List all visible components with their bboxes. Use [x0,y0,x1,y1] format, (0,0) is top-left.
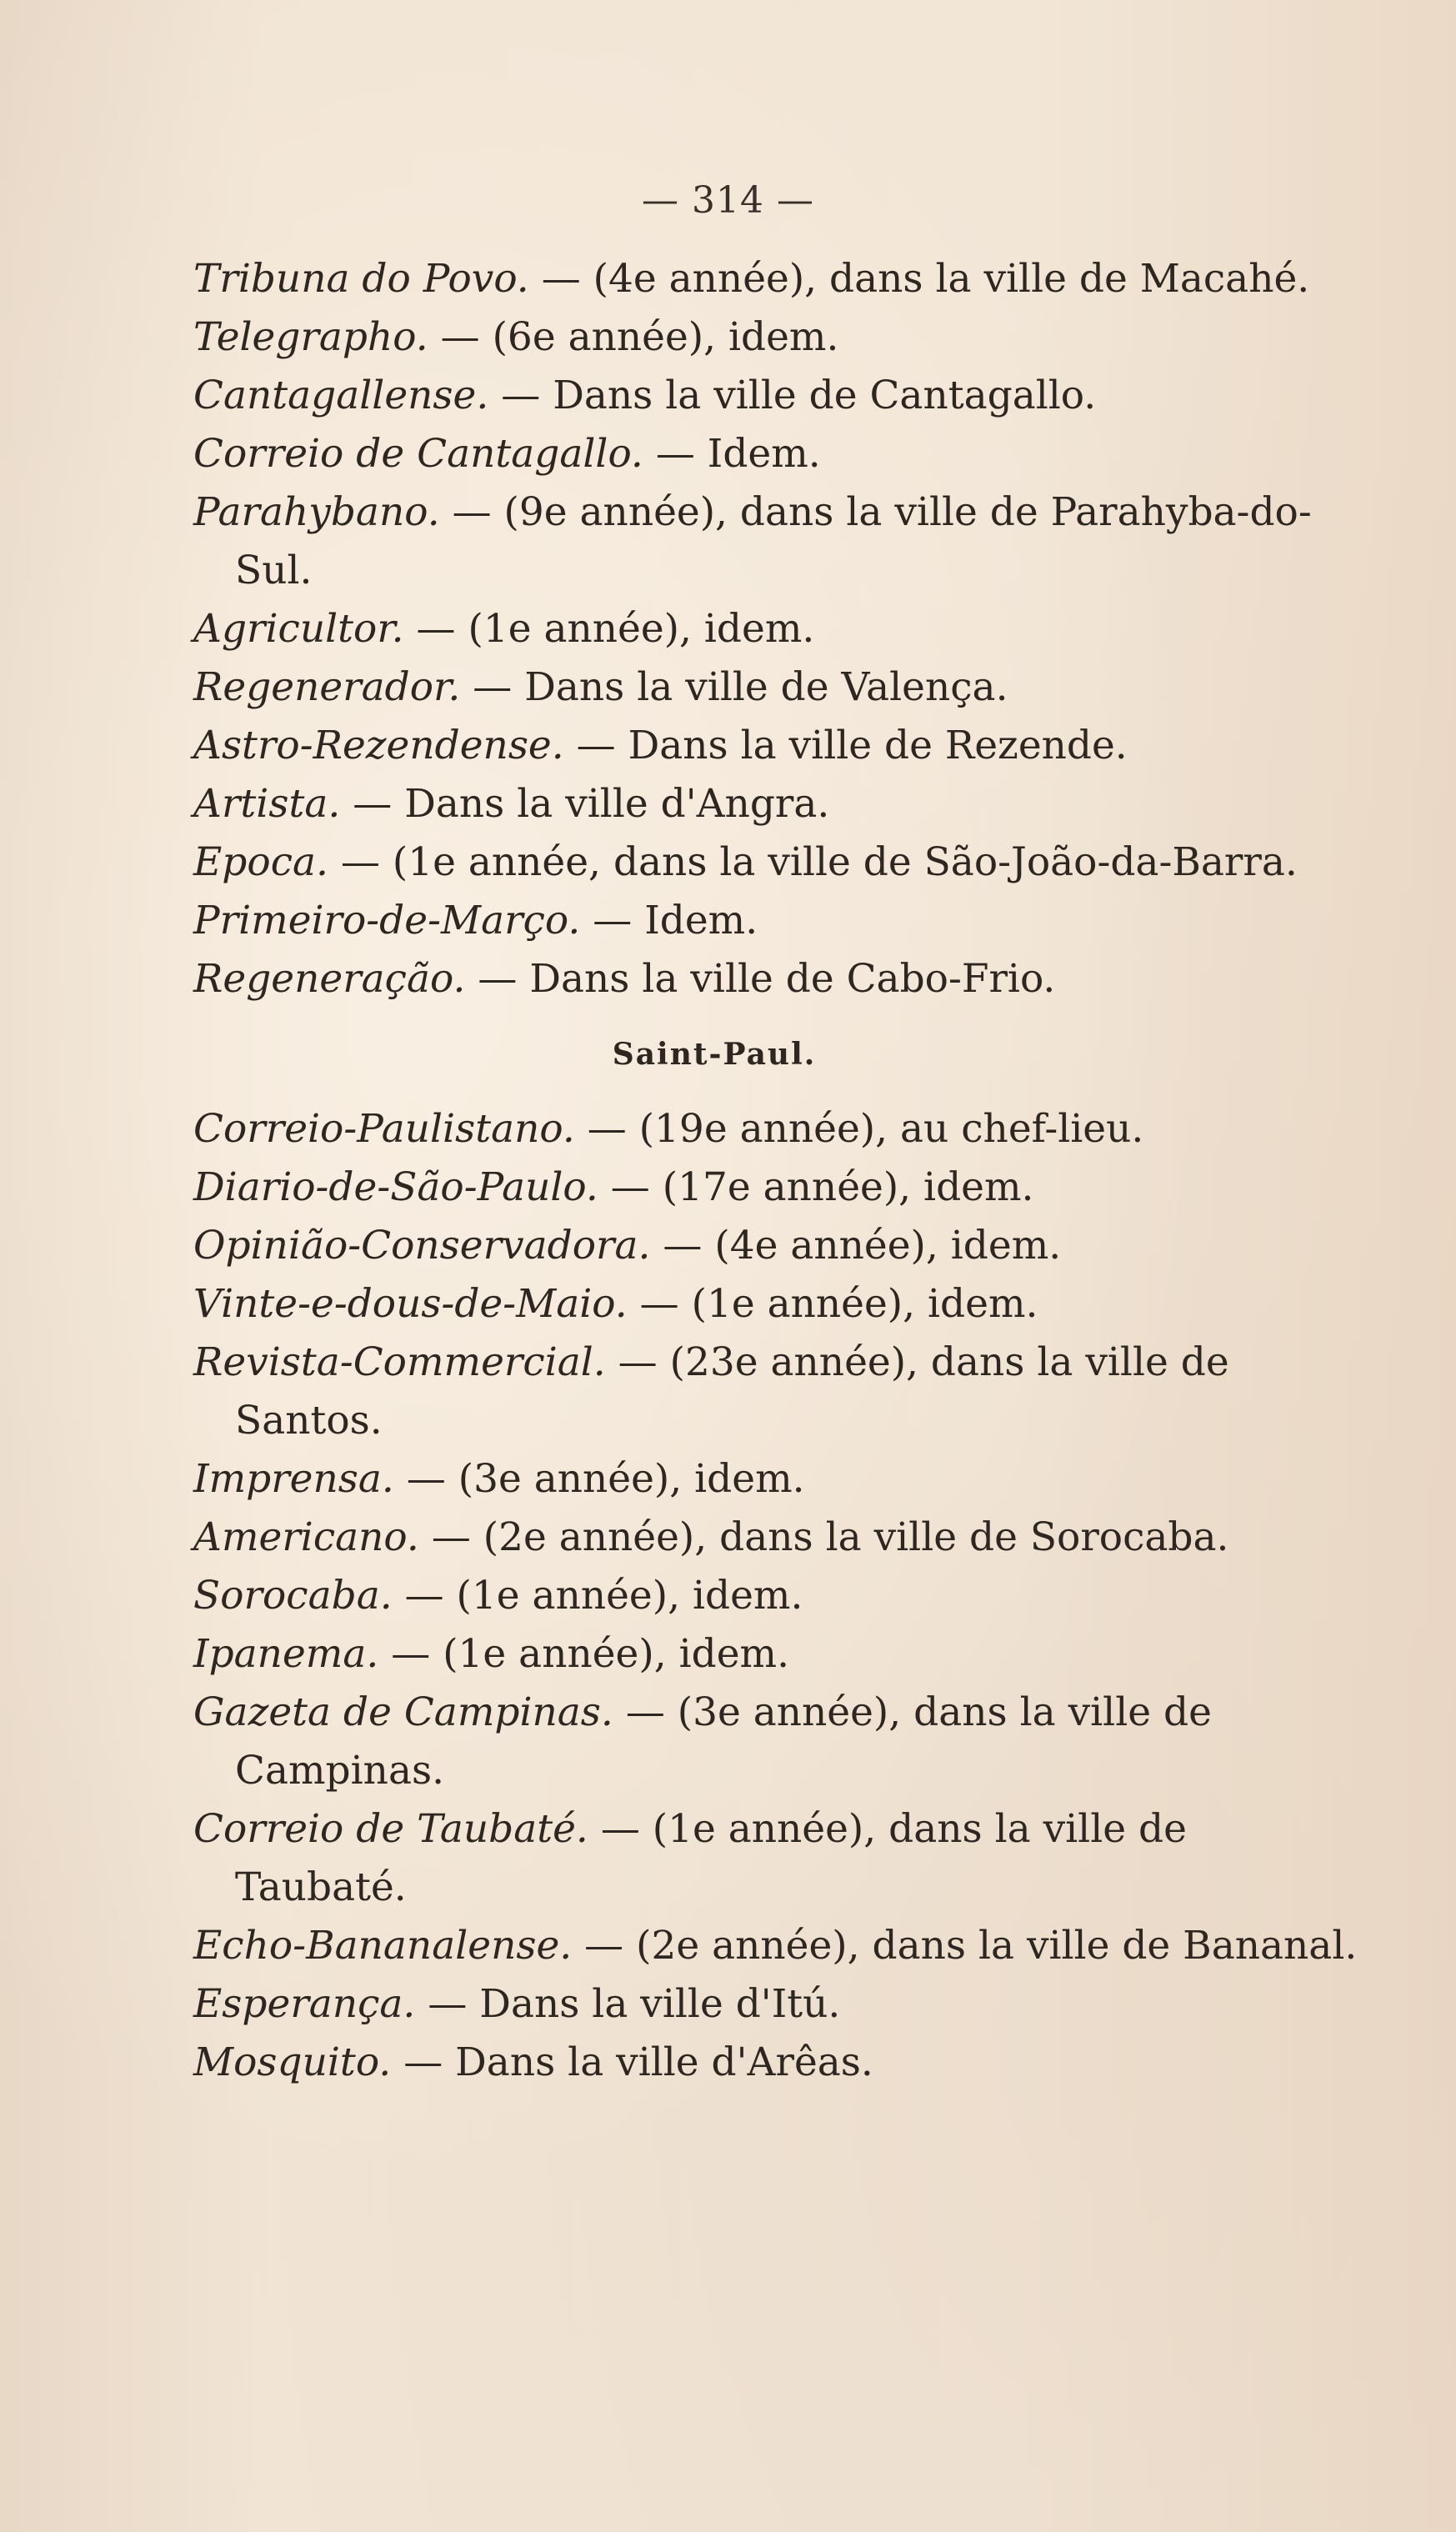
entry-title: Imprensa. [193,1456,394,1502]
entry-info: — (17e année), idem. [610,1164,1034,1210]
list-item [193,1800,1360,1917]
list-item [193,250,1360,308]
entry-info: — Dans la ville de Rezende. [576,723,1128,768]
entry-title: Esperança. [193,1981,416,2027]
list-item [193,1567,1360,1625]
list-item [193,308,1360,367]
entry-title: Tribuna do Povo. [193,256,529,302]
page-number: — 314 — [642,179,814,222]
entries-bottom [193,1100,1360,2092]
entry-info: — Dans la ville d'Itú. [428,1981,841,2027]
list-item [193,950,1360,1008]
entry-info: — Dans la ville d'Arêas. [403,2039,873,2085]
entry-info: — (3e année), idem. [406,1456,805,1502]
entry-info: — Dans la ville de Cabo-Frio. [478,956,1056,1002]
entry-info: — (2e année), dans la ville de Bananal. [584,1923,1358,1969]
list-item [193,1100,1360,1158]
entry-info: — Dans la ville de Cantagallo. [501,373,1097,418]
list-item [193,1625,1360,1684]
entry-title: Americano. [193,1514,419,1560]
list-item [193,367,1360,425]
entry-title: Primeiro-de-Março. [193,898,581,943]
newspaper-list [193,250,1360,2092]
list-item [193,1334,1360,1450]
entry-info: — (1e année), idem. [391,1631,790,1677]
entry-title: Mosquito. [193,2039,392,2085]
entry-title: Diario-de-São-Paulo. [193,1164,598,1210]
entry-title: Sorocaba. [193,1573,393,1619]
entry-title: Cantagallense. [193,373,489,418]
list-item [193,1684,1360,1800]
list-item [193,1450,1360,1509]
entry-info: — (1e année), idem. [639,1281,1038,1327]
entry-title: Gazeta de Campinas. [193,1689,613,1735]
entry-title: Echo-Bananalense. [193,1923,573,1969]
entry-info: — (1e année), idem. [416,606,815,652]
entry-title: Epoca. [193,839,328,885]
list-item [193,425,1360,483]
section-heading: Saint-Paul. [612,1037,817,1072]
list-item [193,1275,1360,1334]
entry-title: Vinte-e-dous-de-Maio. [193,1281,628,1327]
entry-title: Correio de Taubaté. [193,1806,588,1852]
entry-title: Agricultor. [193,606,404,652]
entry-info: — (3e année), dans la ville de Campinas. [235,1689,1212,1794]
entry-info: — (1e année, dans la ville de São-João-da-Barra. [340,839,1298,885]
entry-title: Opinião-Conservadora. [193,1223,651,1269]
entry-info: — Idem. [655,431,821,477]
list-item [193,892,1360,950]
entry-info: — (2e année), dans la ville de Sorocaba. [431,1514,1229,1560]
list-item [193,717,1360,775]
list-item [193,1217,1360,1275]
entry-info: — (4e année), idem. [663,1223,1062,1269]
entry-info: — (23e année), dans la ville de Santos. [235,1339,1229,1444]
list-item [193,1975,1360,2034]
entry-title: Astro-Rezendense. [193,723,564,768]
list-item [193,600,1360,658]
entry-info: — (9e année), dans la ville de Parahyba-do-Sul. [235,489,1312,593]
entry-info: — (4e année), dans la ville de Macahé. [541,256,1310,302]
entry-info: — Dans la ville d'Angra. [353,781,830,827]
entry-info: — (19e année), au chef-lieu. [587,1106,1144,1152]
entry-title: Artista. [193,781,341,827]
entry-title: Correio-Paulistano. [193,1106,575,1152]
entry-info: — Idem. [593,898,758,943]
list-item [193,483,1360,600]
list-item [193,1158,1360,1217]
entry-title: Regeneração. [193,956,466,1002]
entry-title: Revista-Commercial. [193,1339,606,1385]
entry-title: Regenerador. [193,664,461,710]
list-item [193,2034,1360,2092]
entry-info: — (1e année), dans la ville de Taubaté. [235,1806,1187,1910]
entry-title: Ipanema. [193,1631,379,1677]
entry-info: — (1e année), idem. [404,1573,803,1619]
list-item [193,1917,1360,1975]
list-item [193,833,1360,892]
list-item [193,658,1360,717]
entry-title: Telegrapho. [193,314,428,360]
list-item [193,775,1360,833]
list-item [193,1509,1360,1567]
entry-info: — Dans la ville de Valença. [473,664,1008,710]
entry-info: — (6e année), idem. [440,314,839,360]
entry-title: Parahybano. [193,489,440,535]
entries-top [193,250,1360,1008]
entry-title: Correio de Cantagallo. [193,431,643,477]
